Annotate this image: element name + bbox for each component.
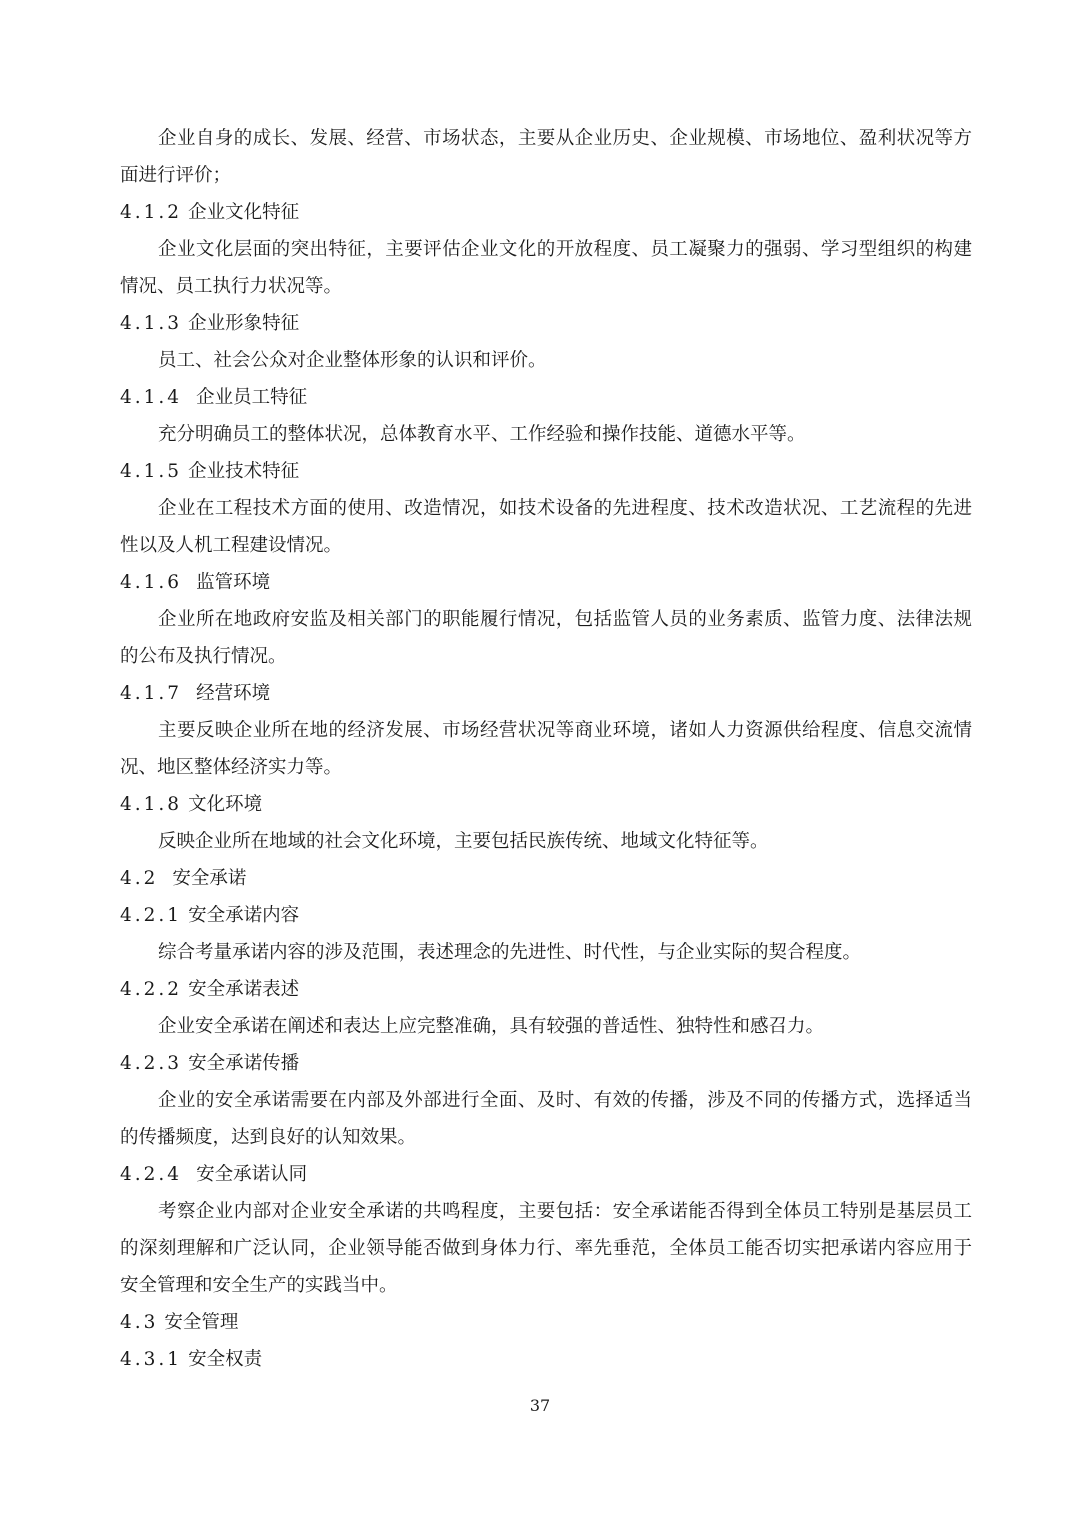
body-paragraph bbox=[120, 601, 972, 675]
body-paragraph bbox=[120, 1193, 972, 1304]
paragraph-line: 员工、社会公众对企业整体形象的认识和评价。 bbox=[158, 350, 547, 371]
section-number: 4.1.7 bbox=[120, 683, 183, 704]
section-title: 企业技术特征 bbox=[188, 461, 300, 482]
section-number: 4.1.6 bbox=[120, 572, 183, 593]
section-heading bbox=[120, 564, 972, 601]
body-paragraph bbox=[120, 416, 972, 453]
paragraph-line: 企业在工程技术方面的使用、改造情况，如技术设备的先进程度、技术改造状况、工艺流程的先进 bbox=[158, 498, 972, 519]
paragraph-line: 安全管理和安全生产的实践当中。 bbox=[120, 1275, 398, 1296]
paragraph-line: 的深刻理解和广泛认同，企业领导能否做到身体力行、率先垂范，全体员工能否切实把承诺内容应用于 bbox=[120, 1238, 972, 1259]
section-title: 安全承诺 bbox=[172, 868, 247, 889]
paragraph-line: 况、地区整体经济实力等。 bbox=[120, 757, 343, 778]
body-paragraph bbox=[120, 712, 972, 786]
paragraph-line: 充分明确员工的整体状况，总体教育水平、工作经验和操作技能、道德水平等。 bbox=[158, 424, 806, 445]
paragraph-line: 面进行评价； bbox=[120, 165, 232, 186]
section-heading bbox=[120, 379, 972, 416]
section-title: 安全权责 bbox=[188, 1349, 263, 1370]
paragraph-line: 企业文化层面的突出特征，主要评估企业文化的开放程度、员工凝聚力的强弱、学习型组织的构建 bbox=[158, 239, 972, 260]
section-heading bbox=[120, 897, 972, 934]
paragraph-line: 性以及人机工程建设情况。 bbox=[120, 535, 343, 556]
section-number: 4.1.5 bbox=[120, 461, 183, 482]
section-title: 安全承诺表述 bbox=[188, 979, 300, 1000]
paragraph-line: 企业安全承诺在阐述和表达上应完整准确，具有较强的普适性、独特性和感召力。 bbox=[158, 1016, 825, 1037]
section-number: 4.1.4 bbox=[120, 387, 183, 408]
paragraph-line: 综合考量承诺内容的涉及范围，表述理念的先进性、时代性，与企业实际的契合程度。 bbox=[158, 942, 862, 963]
paragraph-line: 情况、员工执行力状况等。 bbox=[120, 276, 343, 297]
paragraph-line: 企业的安全承诺需要在内部及外部进行全面、及时、有效的传播，涉及不同的传播方式，选择适当 bbox=[158, 1090, 972, 1111]
section-heading bbox=[120, 305, 972, 342]
section-title: 企业员工特征 bbox=[196, 387, 308, 408]
body-paragraph bbox=[120, 490, 972, 564]
section-title: 安全管理 bbox=[164, 1312, 239, 1333]
paragraph-line: 的传播频度，达到良好的认知效果。 bbox=[120, 1127, 417, 1148]
section-number: 4.2.1 bbox=[120, 905, 183, 926]
section-title: 企业文化特征 bbox=[188, 202, 300, 223]
paragraph-line: 主要反映企业所在地的经济发展、市场经营状况等商业环境，诸如人力资源供给程度、信息交流情 bbox=[158, 720, 972, 741]
body-paragraph bbox=[120, 934, 972, 971]
section-number: 4.2.4 bbox=[120, 1164, 183, 1185]
section-title: 经营环境 bbox=[196, 683, 271, 704]
body-paragraph bbox=[120, 1082, 972, 1156]
section-number: 4.1.8 bbox=[120, 794, 183, 815]
paragraph-line: 考察企业内部对企业安全承诺的共鸣程度，主要包括：安全承诺能否得到全体员工特别是基层员工 bbox=[158, 1201, 972, 1222]
body-paragraph bbox=[120, 342, 972, 379]
section-heading bbox=[120, 1156, 972, 1193]
section-title: 安全承诺内容 bbox=[188, 905, 300, 926]
section-number: 4.3 bbox=[120, 1312, 159, 1333]
section-title: 文化环境 bbox=[188, 794, 263, 815]
document-body bbox=[120, 120, 972, 1378]
paragraph-line: 企业自身的成长、发展、经营、市场状态，主要从企业历史、企业规模、市场地位、盈利状况等方 bbox=[158, 128, 972, 149]
section-title: 安全承诺认同 bbox=[196, 1164, 308, 1185]
section-number: 4.2 bbox=[120, 868, 159, 889]
section-title: 安全承诺传播 bbox=[188, 1053, 300, 1074]
section-number: 4.1.2 bbox=[120, 202, 183, 223]
section-number: 4.1.3 bbox=[120, 313, 183, 334]
body-paragraph bbox=[120, 120, 972, 194]
section-number: 4.3.1 bbox=[120, 1349, 183, 1370]
section-heading bbox=[120, 675, 972, 712]
section-heading bbox=[120, 971, 972, 1008]
section-heading bbox=[120, 1045, 972, 1082]
section-heading bbox=[120, 1341, 972, 1378]
body-paragraph bbox=[120, 823, 972, 860]
body-paragraph bbox=[120, 1008, 972, 1045]
section-heading bbox=[120, 860, 972, 897]
section-heading bbox=[120, 1304, 972, 1341]
section-heading bbox=[120, 453, 972, 490]
body-paragraph bbox=[120, 231, 972, 305]
paragraph-line: 的公布及执行情况。 bbox=[120, 646, 287, 667]
section-number: 4.2.2 bbox=[120, 979, 183, 1000]
section-title: 企业形象特征 bbox=[188, 313, 300, 334]
section-title: 监管环境 bbox=[196, 572, 271, 593]
paragraph-line: 企业所在地政府安监及相关部门的职能履行情况，包括监管人员的业务素质、监管力度、法律法规 bbox=[158, 609, 972, 630]
paragraph-line: 反映企业所在地域的社会文化环境，主要包括民族传统、地域文化特征等。 bbox=[158, 831, 769, 852]
section-number: 4.2.3 bbox=[120, 1053, 183, 1074]
page-number: 37 bbox=[529, 1396, 551, 1415]
section-heading bbox=[120, 194, 972, 231]
section-heading bbox=[120, 786, 972, 823]
